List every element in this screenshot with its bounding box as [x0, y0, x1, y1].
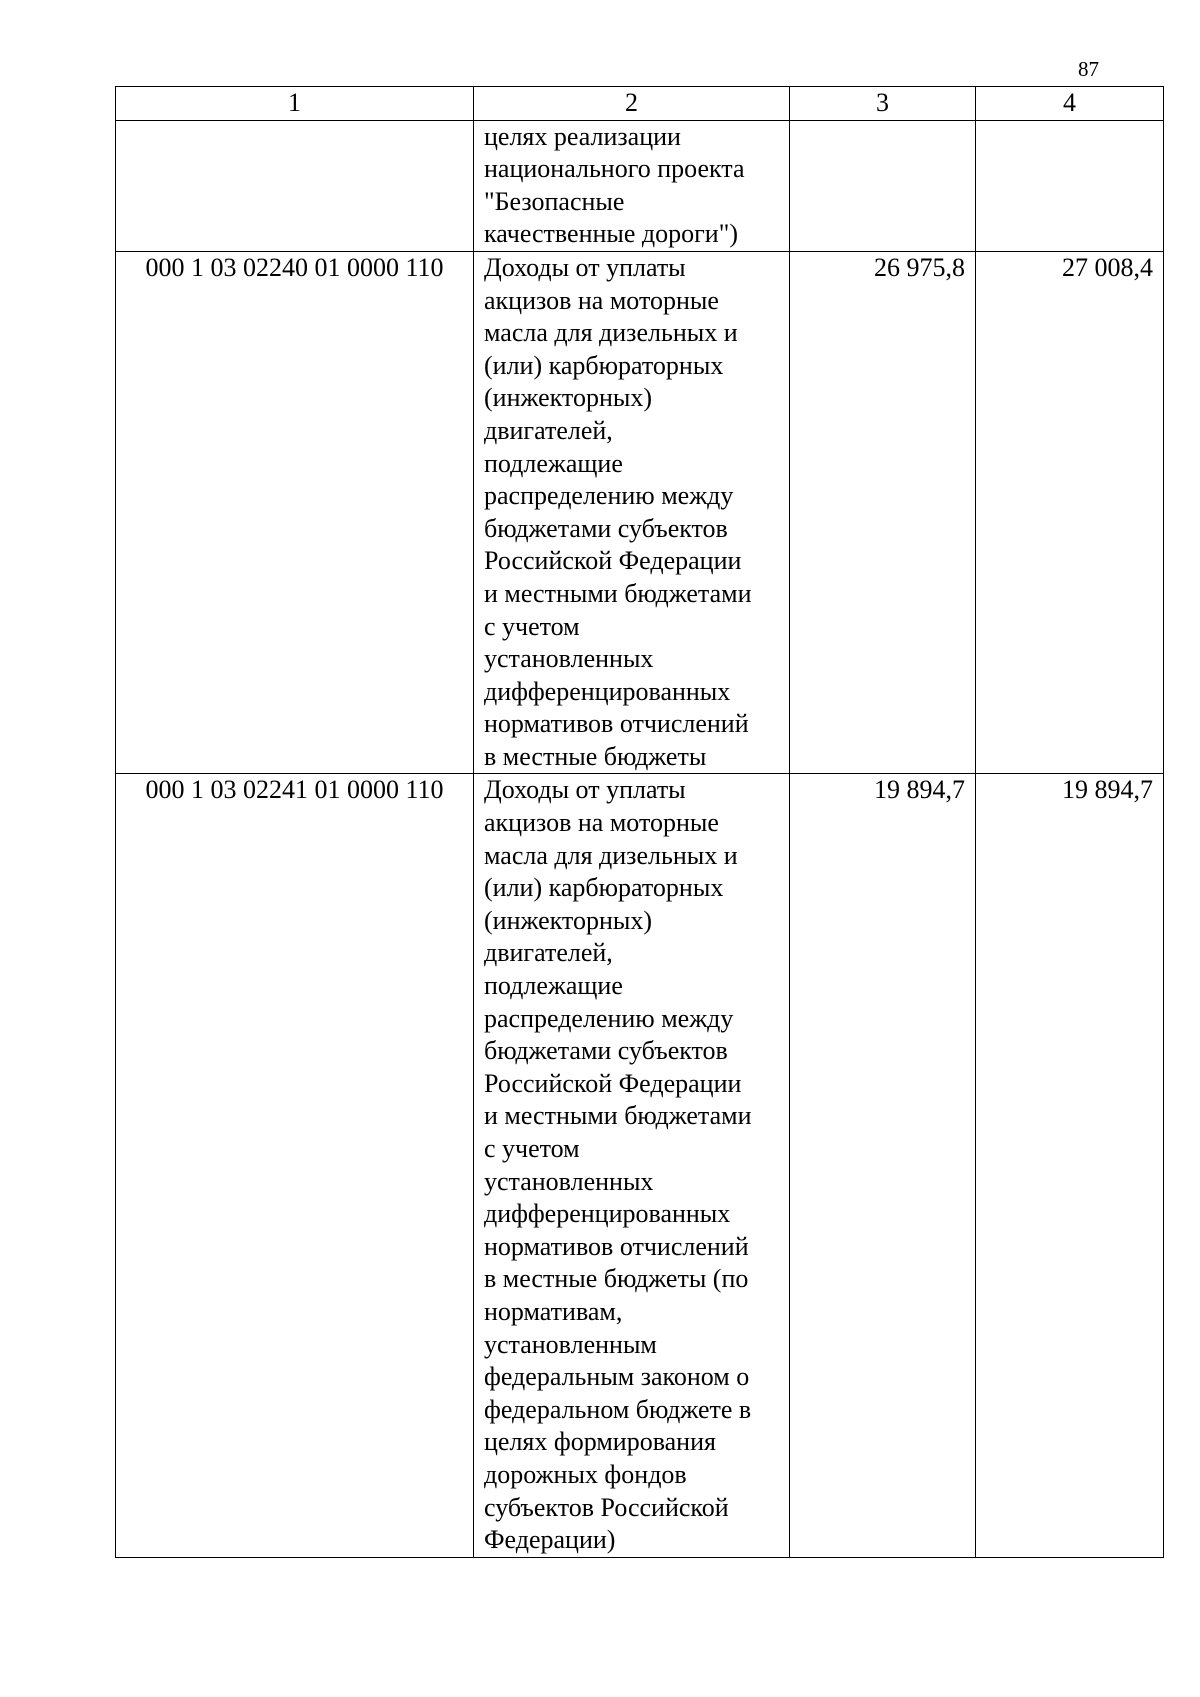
amount-col-3: 19 894,7: [790, 774, 976, 1557]
description-line: акцизов на моторные: [484, 808, 719, 838]
description-line: дифференцированных: [484, 1199, 731, 1229]
description-line: целях реализации: [484, 121, 681, 151]
page-number: 87: [1078, 57, 1099, 81]
description-line: в местные бюджеты: [484, 741, 707, 771]
budget-code: 000 1 03 02241 01 0000 110: [116, 774, 474, 1557]
description-line: двигателей,: [484, 938, 613, 968]
budget-description: [474, 251, 790, 774]
description-line: подлежащие: [484, 971, 623, 1001]
header-col-1: 1: [116, 87, 474, 121]
description-line: и местными бюджетами: [484, 578, 752, 608]
description-line: "Безопасные: [484, 186, 625, 216]
header-col-2: 2: [474, 87, 790, 121]
table-row: [116, 251, 1164, 774]
description-line: Российской Федерации: [484, 1068, 742, 1098]
description-line: Федерации): [484, 1525, 616, 1555]
table-row: [116, 120, 1164, 251]
description-line: акцизов на моторные: [484, 285, 719, 315]
description-line: Российской Федерации: [484, 546, 742, 576]
description-line: Доходы от уплаты: [484, 252, 686, 282]
description-line: распределению между: [484, 481, 734, 511]
description-line: нормативам,: [484, 1296, 623, 1326]
description-line: (или) карбюраторных: [484, 350, 724, 380]
description-line: (инжекторных): [484, 905, 652, 935]
header-col-3: 3: [790, 87, 976, 121]
budget-code: [116, 120, 474, 251]
amount-col-3: [790, 120, 976, 251]
description-line: дорожных фондов: [484, 1459, 687, 1489]
description-line: масла для дизельных и: [484, 840, 738, 870]
description-line: (или) карбюраторных: [484, 873, 724, 903]
description-line: подлежащие: [484, 448, 623, 478]
description-line: с учетом: [484, 611, 580, 641]
header-col-4: 4: [976, 87, 1164, 121]
description-line: (инжекторных): [484, 383, 652, 413]
description-line: бюджетами субъектов: [484, 513, 728, 543]
description-line: и местными бюджетами: [484, 1101, 752, 1131]
description-line: масла для дизельных и: [484, 318, 738, 348]
description-line: нормативов отчислений: [484, 709, 749, 739]
description-line: национального проекта: [484, 154, 745, 184]
description-line: с учетом: [484, 1134, 580, 1163]
description-line: установленным: [484, 1329, 657, 1359]
description-line: установленных: [484, 1166, 654, 1196]
description-line: бюджетами субъектов: [484, 1036, 728, 1066]
table-row: [116, 774, 1164, 1557]
description-line: двигателей,: [484, 415, 613, 445]
description-line: распределению между: [484, 1003, 734, 1033]
budget-description: [474, 120, 790, 251]
description-line: федеральным законом о: [484, 1362, 750, 1392]
budget-table: [115, 86, 1164, 1558]
amount-col-4: [976, 120, 1164, 251]
description-line: целях формирования: [484, 1427, 716, 1457]
description-line: нормативов отчислений: [484, 1231, 749, 1261]
description-line: установленных: [484, 644, 654, 674]
table-header-row: [116, 87, 1164, 121]
amount-col-3: 26 975,8: [790, 251, 976, 774]
description-line: качественные дороги"): [484, 219, 738, 249]
description-line: дифференцированных: [484, 676, 731, 706]
amount-col-4: 19 894,7: [976, 774, 1164, 1557]
budget-code: 000 1 03 02240 01 0000 110: [116, 251, 474, 774]
amount-col-4: 27 008,4: [976, 251, 1164, 774]
description-line: Доходы от уплаты: [484, 775, 686, 805]
description-line: субъектов Российской: [484, 1492, 729, 1522]
budget-description: [474, 774, 790, 1557]
description-line: федеральном бюджете в: [484, 1394, 752, 1424]
description-line: в местные бюджеты (по: [484, 1264, 749, 1294]
